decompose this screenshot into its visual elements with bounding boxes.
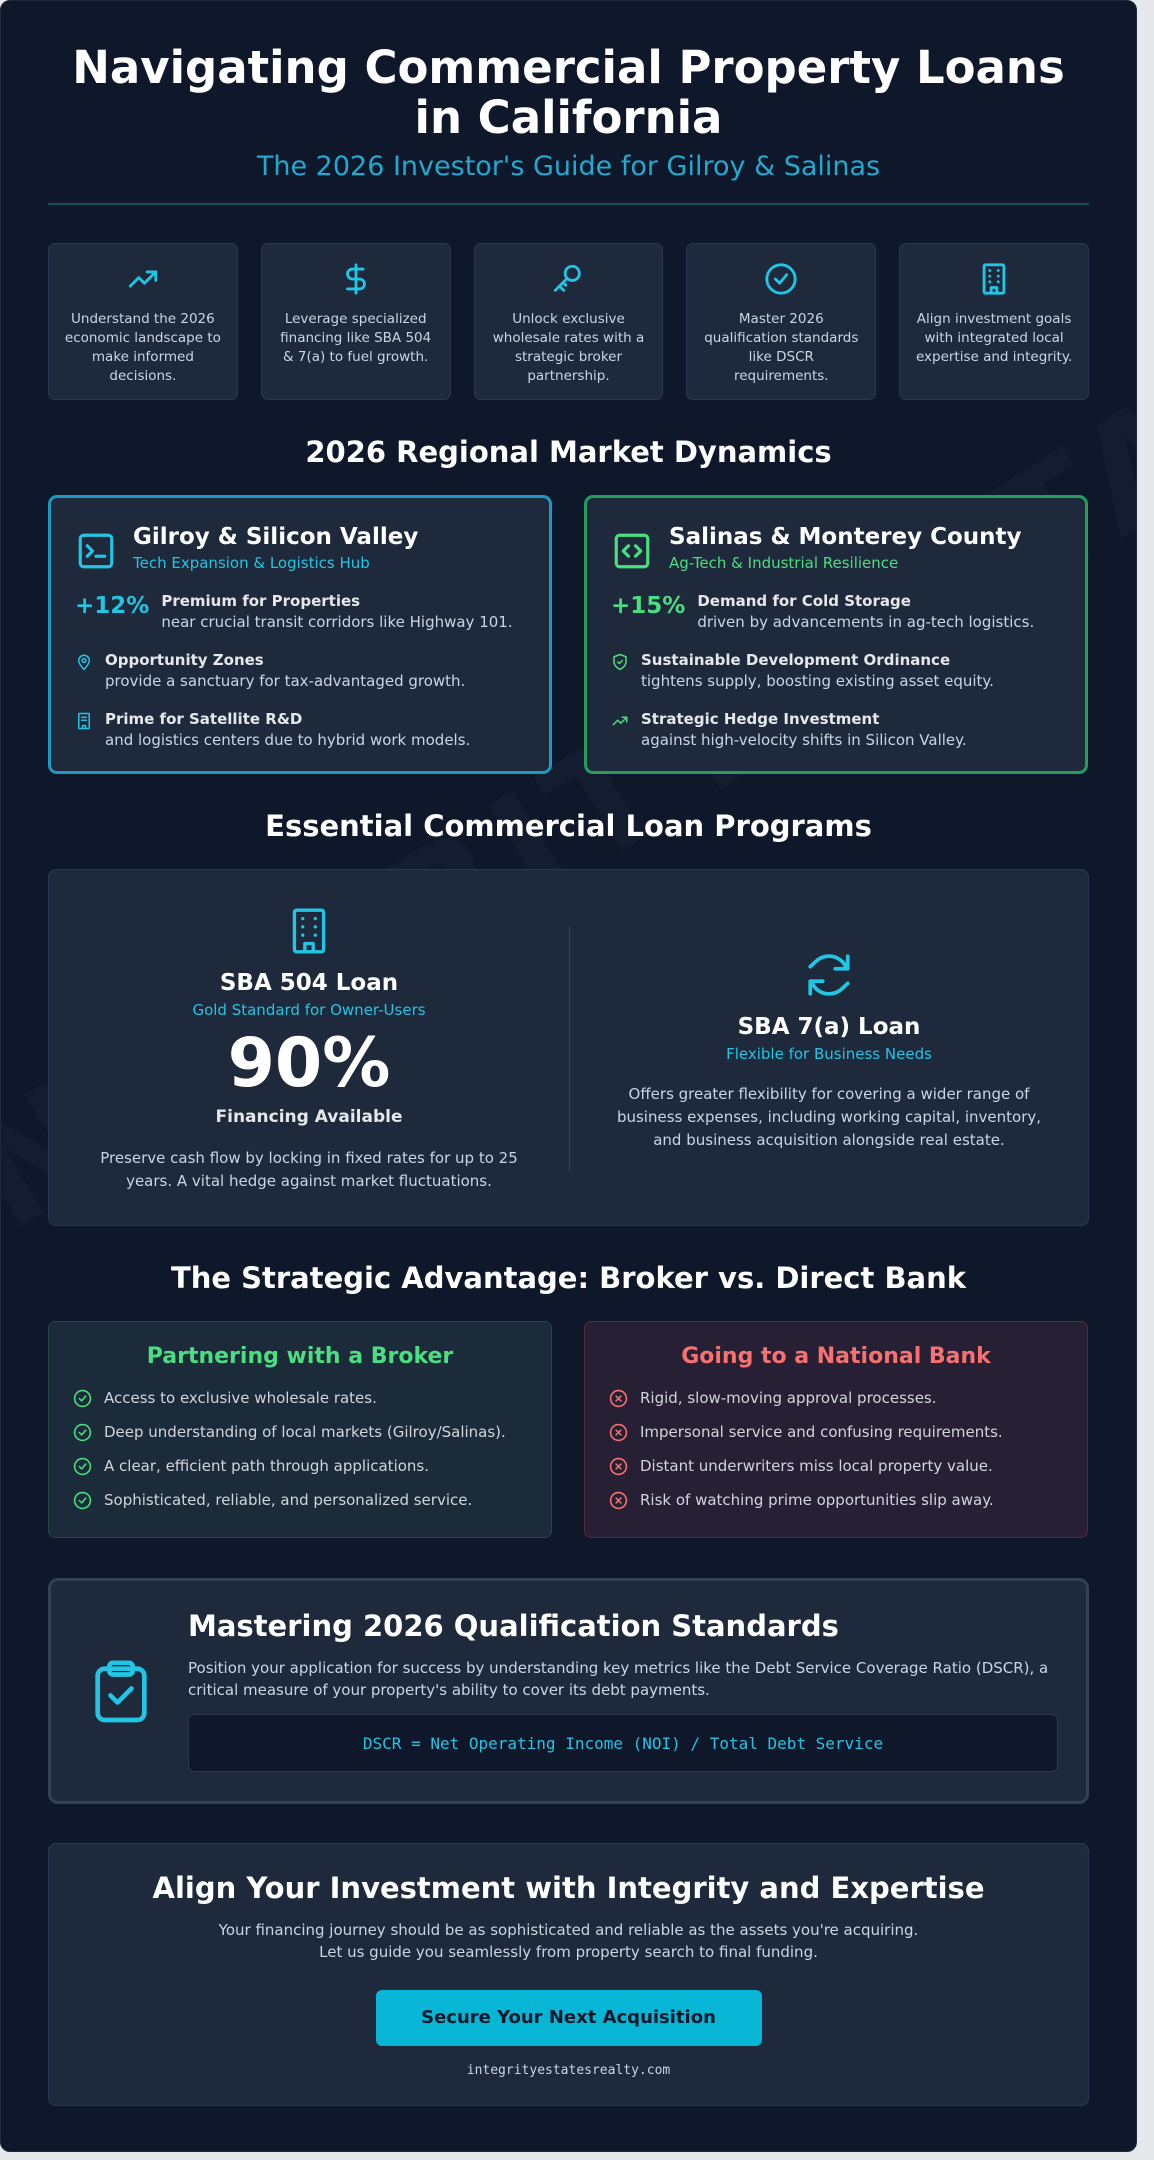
market-heading: 2026 Regional Market Dynamics [305,435,832,469]
loan-financing-label: Financing Available [215,1107,403,1127]
feature-tile-financing [261,243,451,400]
market-item-text: against high-velocity shifts in Silicon Valley. [641,731,967,749]
shield-check-icon [611,653,629,671]
trending-up-icon [126,262,160,296]
website-link[interactable]: integrityestatesrealty.com [466,2063,671,2078]
feature-text: Understand the 2026 economic landscape to make informed decisions. [64,311,221,384]
market-stat-text: driven by advancements in ag-tech logistics. [697,613,1035,631]
broker-item [73,1415,527,1449]
market-item-title: Sustainable Development Ordinance [641,651,951,669]
x-circle-icon [609,1491,628,1510]
market-card-gilroy [48,495,552,774]
bank-item-text: Risk of watching prime opportunities slip away. [640,1491,994,1509]
market-item [611,651,1061,690]
feature-tiles [48,243,1089,400]
cta-card [48,1843,1089,2106]
feature-tile-rates [474,243,664,400]
terminal-icon [75,530,117,572]
trending-up-icon [611,712,629,730]
market-tagline: Tech Expansion & Logistics Hub [133,554,370,572]
page-subtitle: The 2026 Investor's Guide for Gilroy & Salinas [256,151,881,182]
feature-text: Align investment goals with integrated local expertise and integrity. [915,311,1073,365]
market-stat: +12% [75,593,150,619]
check-circle-icon [73,1457,92,1476]
loan-sba-7a [609,950,1049,1152]
feature-text: Unlock exclusive wholesale rates with a strategic broker partnership. [492,311,645,384]
market-item-title: Strategic Hedge Investment [641,710,880,728]
bank-item [609,1449,1063,1483]
market-item-text: tightens supply, boosting existing asset equity. [641,672,994,690]
code-icon [611,530,653,572]
bank-item-text: Rigid, slow-moving approval processes. [640,1389,937,1407]
map-pin-icon [75,653,93,671]
bank-title: Going to a National Bank [681,1344,991,1369]
bank-card [584,1321,1088,1538]
loan-name: SBA 7(a) Loan [737,1014,921,1040]
market-tagline: Ag-Tech & Industrial Resilience [669,554,899,572]
broker-item-text: Sophisticated, reliable, and personalized service. [104,1491,473,1509]
broker-item [73,1483,527,1517]
qualification-title: Mastering 2026 Qualification Standards [188,1609,839,1643]
loan-programs-card [48,869,1089,1226]
page-title: Navigating Commercial Property Loans in California [72,41,1065,144]
loan-financing-percent: 90% [227,1024,391,1103]
x-circle-icon [609,1389,628,1408]
broker-item-text: A clear, efficient path through applications. [104,1457,429,1475]
market-stat-row [611,592,1061,631]
market-stat: +15% [611,593,686,619]
broker-item-text: Access to exclusive wholesale rates. [104,1389,377,1407]
check-circle-icon [73,1389,92,1408]
dscr-formula: DSCR = Net Operating Income (NOI) / Total Debt Service [188,1714,1058,1772]
qualification-card [48,1578,1089,1804]
broker-card [48,1321,552,1538]
building-icon [284,906,334,956]
x-circle-icon [609,1457,628,1476]
market-item-text: and logistics centers due to hybrid work models. [105,731,471,749]
qualification-text: Position your application for success by understanding key metrics like the Debt Service Coverage Ratio (DSCR), a critical measure of your property's ability to cover its debt payments. [188,1659,1049,1699]
market-title: Gilroy & Silicon Valley [133,524,419,550]
bank-item [609,1415,1063,1449]
broker-item [73,1381,527,1415]
market-item [75,710,525,749]
bank-item [609,1381,1063,1415]
secure-acquisition-button[interactable]: Secure Your Next Acquisition [376,1990,762,2046]
loan-divider [569,927,570,1171]
refresh-icon [804,950,854,1000]
x-circle-icon [609,1423,628,1442]
loan-tagline: Flexible for Business Needs [726,1045,932,1063]
dollar-sign-icon [339,262,373,296]
broker-title: Partnering with a Broker [146,1344,454,1369]
loan-sba-504 [89,906,529,1193]
feature-tile-expertise [899,243,1089,400]
market-item-title: Opportunity Zones [105,651,264,669]
feature-text: Master 2026 qualification standards like DSCR requirements. [704,311,859,384]
bank-item [609,1483,1063,1517]
bank-item-text: Impersonal service and confusing requirements. [640,1423,1003,1441]
market-stat-title: Premium for Properties [161,592,361,610]
header-divider [48,203,1089,205]
check-circle-icon [73,1423,92,1442]
check-circle-icon [73,1491,92,1510]
market-item-text: provide a sanctuary for tax-advantaged growth. [105,672,466,690]
feature-tile-standards [686,243,876,400]
loan-name: SBA 504 Loan [219,970,399,996]
clipboard-check-icon [93,1659,149,1725]
market-stat-row [75,592,525,631]
building-icon [75,712,93,730]
loan-description: Preserve cash flow by locking in fixed rates for up to 25 years. A vital hedge against market fluctuations. [100,1149,518,1190]
feature-text: Leverage specialized financing like SBA 504 & 7(a) to fuel growth. [280,311,432,365]
loans-heading: Essential Commercial Loan Programs [265,809,872,843]
loan-tagline: Gold Standard for Owner-Users [192,1001,426,1019]
market-title: Salinas & Monterey County [669,524,1022,550]
loan-description: Offers greater flexibility for covering a wider range of business expenses, including working capital, inventory, and business acquisition alongside real estate. [616,1085,1042,1149]
bank-item-text: Distant underwriters miss local property value. [640,1457,993,1475]
cta-text-line: Your financing journey should be as sophisticated and reliable as the assets you're acquiring. [218,1921,919,1939]
broker-item [73,1449,527,1483]
broker-item-text: Deep understanding of local markets (Gilroy/Salinas). [104,1423,506,1441]
check-circle-icon [764,262,798,296]
cta-title: Align Your Investment with Integrity and Expertise [152,1871,985,1905]
market-item-title: Prime for Satellite R&D [105,710,303,728]
building-icon [977,262,1011,296]
feature-tile-economy [48,243,238,400]
cta-text-line: Let us guide you seamlessly from property search to final funding. [319,1943,818,1961]
header [48,43,1089,182]
compare-heading: The Strategic Advantage: Broker vs. Direct Bank [170,1261,967,1295]
market-item [75,651,525,690]
key-icon [551,262,585,296]
market-card-salinas [584,495,1088,774]
market-stat-title: Demand for Cold Storage [697,592,911,610]
market-item [611,710,1061,749]
market-stat-text: near crucial transit corridors like Highway 101. [161,613,513,631]
